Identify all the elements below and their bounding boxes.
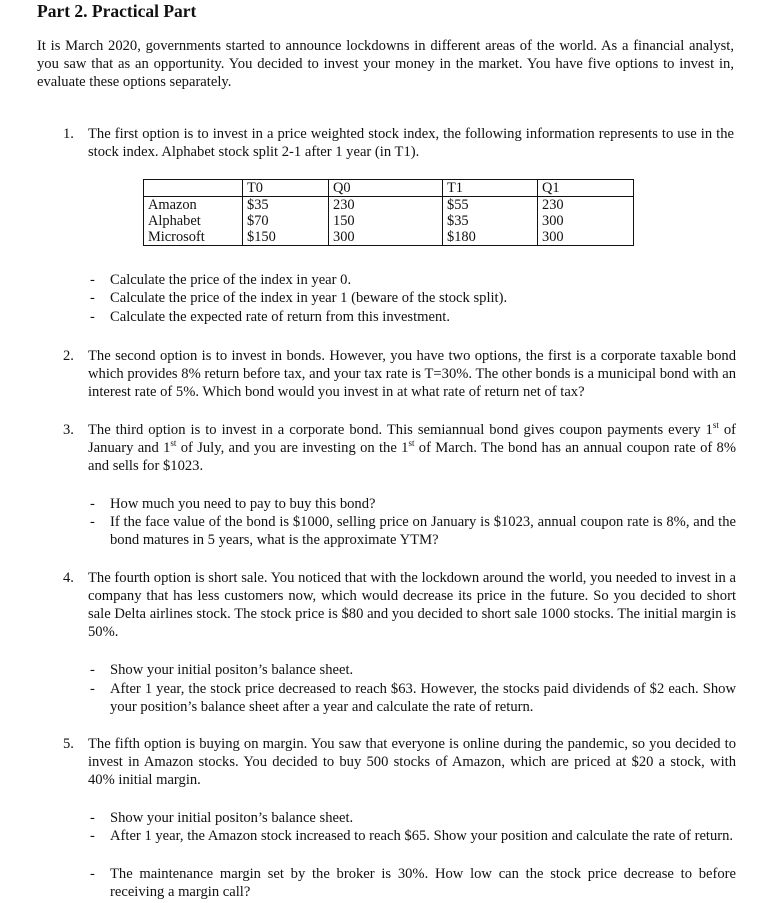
- q3-text-part: of March. The bond has an annual coupon rate of 8% and sells for $1023.: [88, 440, 736, 474]
- q1-bullet: Calculate the expected rate of return from this investment.: [110, 309, 450, 325]
- table-cell: $150: [243, 229, 329, 246]
- stock-index-table: [143, 179, 634, 246]
- q5-bullet: The maintenance margin set by the broker is 30%. How low can the stock price decrease to before receiving a margin call?: [110, 866, 736, 900]
- q3-bullet: If the face value of the bond is $1000, selling price on January is $1023, annual coupon rate is 8%, and the bond matures in 5 years, what is the approximate YTM?: [110, 514, 736, 548]
- q1-text: The first option is to invest in a price weighted stock index, the following information represents to use in the stock index. Alphabet stock split 2-1 after 1 year (in T1).: [88, 126, 734, 160]
- bullet-dash: -: [90, 514, 95, 530]
- q3-text-part: of January and 1: [88, 422, 736, 456]
- bullet-dash: -: [90, 662, 95, 678]
- table-cell: Amazon: [144, 197, 243, 214]
- table-row: [144, 213, 634, 229]
- table-cell: 150: [329, 213, 443, 229]
- table-cell: $35: [243, 197, 329, 214]
- table-cell: 300: [329, 229, 443, 246]
- table-header-cell: Q0: [329, 180, 443, 197]
- bullet-dash: -: [90, 810, 95, 826]
- table-cell: Microsoft: [144, 229, 243, 246]
- superscript: st: [170, 438, 177, 449]
- q5-bullet: After 1 year, the Amazon stock increased to reach $65. Show your position and calculate the rate of return.: [110, 828, 734, 844]
- table-header-row: [144, 180, 634, 197]
- table-header-cell: T0: [243, 180, 329, 197]
- section-title: Part 2. Practical Part: [37, 1, 197, 21]
- q3-bullet: How much you need to pay to buy this bond?: [110, 496, 376, 512]
- table-cell: 300: [538, 229, 634, 246]
- bullet-dash: -: [90, 309, 95, 325]
- bullet-dash: -: [90, 496, 95, 512]
- q5-bullet: Show your initial positon’s balance sheet.: [110, 810, 354, 826]
- bullet-dash: -: [90, 828, 95, 844]
- q2-text: The second option is to invest in bonds. However, you have two options, the first is a corporate taxable bond which provides 8% return before tax, and your tax rate is T=30%. The other bonds is a municipal bond with an interest rate of 5%. Which bond would you invest in at what rate of return net of tax?: [88, 348, 736, 400]
- table-header-cell: [144, 180, 243, 197]
- q4-number: 4.: [63, 570, 74, 586]
- q3-text-part: The third option is to invest in a corporate bond. This semiannual bond gives coupon payments every 1: [88, 422, 713, 438]
- q1-number: 1.: [63, 126, 74, 142]
- bullet-dash: -: [90, 272, 95, 288]
- table-header-cell: T1: [443, 180, 538, 197]
- table-cell: $70: [243, 213, 329, 229]
- table-cell: Alphabet: [144, 213, 243, 229]
- table-cell: 230: [329, 197, 443, 214]
- q4-bullet: After 1 year, the stock price decreased to reach $63. However, the stocks paid dividends of $2 each. Show your position’s balance sheet after a year and calculate the rate of return.: [110, 681, 736, 715]
- table-cell: 230: [538, 197, 634, 214]
- q1-bullet: Calculate the price of the index in year 0.: [110, 272, 352, 288]
- bullet-dash: -: [90, 866, 95, 882]
- q4-bullet: Show your initial positon’s balance sheet.: [110, 662, 354, 678]
- table-row: [144, 197, 634, 214]
- table-cell: 300: [538, 213, 634, 229]
- q3-text: [88, 421, 736, 475]
- q1-bullet: Calculate the price of the index in year 1 (beware of the stock split).: [110, 290, 508, 306]
- table-header-cell: Q1: [538, 180, 634, 197]
- q3-number: 3.: [63, 422, 74, 438]
- q3-text-part: of July, and you are investing on the 1: [176, 440, 409, 456]
- bullet-dash: -: [90, 290, 95, 306]
- q5-text: The fifth option is buying on margin. You saw that everyone is online during the pandemic, so you decided to invest in Amazon stocks. You decided to buy 500 stocks of Amazon, which are priced at $20 a stock, with 40% initial margin.: [88, 736, 736, 788]
- q2-number: 2.: [63, 348, 74, 364]
- table-cell: $55: [443, 197, 538, 214]
- q5-number: 5.: [63, 736, 74, 752]
- superscript: st: [712, 420, 719, 431]
- intro-paragraph: It is March 2020, governments started to announce lockdowns in different areas of the world. As a financial analyst, you saw that as an opportunity. You decided to invest your money in the market. You have five options to invest in, evaluate these options separately.: [37, 38, 734, 90]
- table-row: [144, 229, 634, 246]
- table-cell: $35: [443, 213, 538, 229]
- q4-text: The fourth option is short sale. You noticed that with the lockdown around the world, you needed to invest in a company that has less customers now, which would decrease its price in the future. So you decided to short sale Delta airlines stock. The stock price is $80 and you decided to short sale 1000 stocks. The initial margin is 50%.: [88, 570, 736, 640]
- table-cell: $180: [443, 229, 538, 246]
- bullet-dash: -: [90, 681, 95, 697]
- superscript: st: [408, 438, 415, 449]
